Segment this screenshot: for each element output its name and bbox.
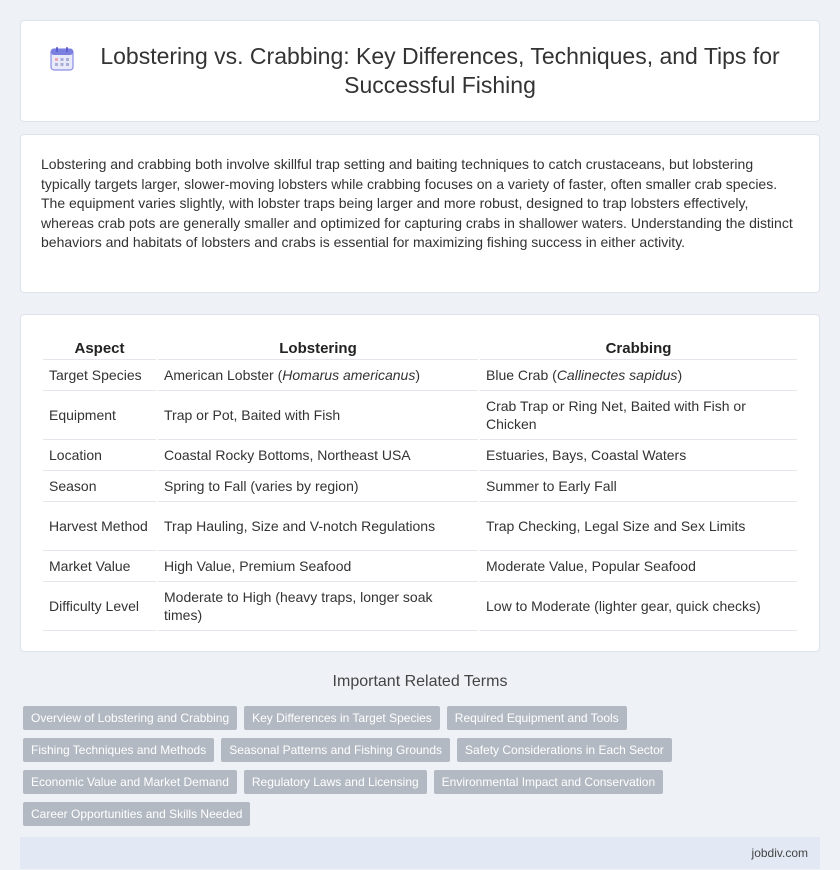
calendar-icon <box>49 46 75 72</box>
related-term-tag[interactable]: Overview of Lobstering and Crabbing <box>23 706 237 730</box>
page-title: Lobstering vs. Crabbing: Key Differences, Techniques, and Tips for Successful Fishing <box>100 43 780 98</box>
crabbing-cell: Crab Trap or Ring Net, Baited with Fish or Chicken <box>480 391 797 440</box>
related-term-tag[interactable]: Environmental Impact and Conservation <box>434 770 663 794</box>
comparison-table <box>41 337 799 631</box>
lobstering-cell: Coastal Rocky Bottoms, Northeast USA <box>158 440 478 471</box>
related-terms-list <box>20 706 820 834</box>
intro-card <box>20 134 820 293</box>
crabbing-cell: Moderate Value, Popular Seafood <box>480 551 797 582</box>
related-term-tag[interactable]: Safety Considerations in Each Sector <box>457 738 672 762</box>
header-lobstering: Lobstering <box>158 337 478 360</box>
related-term-tag[interactable]: Career Opportunities and Skills Needed <box>23 802 250 826</box>
aspect-cell: Harvest Method <box>43 502 156 551</box>
related-term-tag[interactable]: Required Equipment and Tools <box>447 706 627 730</box>
related-terms-title: Important Related Terms <box>332 673 508 690</box>
crabbing-cell: Low to Moderate (lighter gear, quick checks) <box>480 582 797 631</box>
crabbing-cell: Blue Crab (Callinectes sapidus) <box>480 360 797 391</box>
crabbing-cell: Summer to Early Fall <box>480 471 797 502</box>
aspect-cell: Difficulty Level <box>43 582 156 631</box>
aspect-cell: Location <box>43 440 156 471</box>
lobstering-cell: American Lobster (Homarus americanus) <box>158 360 478 391</box>
table-header-row <box>43 337 797 360</box>
header-aspect: Aspect <box>43 337 156 360</box>
aspect-cell: Target Species <box>43 360 156 391</box>
lobstering-cell: Trap or Pot, Baited with Fish <box>158 391 478 440</box>
table-row <box>43 440 797 471</box>
related-term-tag[interactable]: Regulatory Laws and Licensing <box>244 770 427 794</box>
table-row <box>43 582 797 631</box>
related-term-tag[interactable]: Seasonal Patterns and Fishing Grounds <box>221 738 450 762</box>
header-crabbing: Crabbing <box>480 337 797 360</box>
crabbing-cell: Estuaries, Bays, Coastal Waters <box>480 440 797 471</box>
aspect-cell: Equipment <box>43 391 156 440</box>
aspect-cell: Market Value <box>43 551 156 582</box>
related-term-tag[interactable]: Economic Value and Market Demand <box>23 770 237 794</box>
aspect-cell: Season <box>43 471 156 502</box>
intro-paragraph: Lobstering and crabbing both involve skillful trap setting and baiting techniques to catch crustaceans, but lobstering typically targets larger, slower-moving lobsters while crabbing focuses on a variety of faster, often smaller crab species. The equipment varies slightly, with lobster traps being larger and more robust, designed to trap lobsters effectively, whereas crab pots are generally smaller and optimized for capturing crabs in shallower waters. Understanding the distinct behaviors and habitats of lobsters and crabs is essential for maximizing fishing success in either activity. <box>41 156 793 251</box>
comparison-table-card <box>20 314 820 652</box>
table-row <box>43 502 797 551</box>
lobstering-cell: Moderate to High (heavy traps, longer soak times) <box>158 582 478 631</box>
lobstering-cell: High Value, Premium Seafood <box>158 551 478 582</box>
header-card <box>20 20 820 122</box>
table-row <box>43 551 797 582</box>
crabbing-cell: Trap Checking, Legal Size and Sex Limits <box>480 502 797 551</box>
related-term-tag[interactable]: Fishing Techniques and Methods <box>23 738 214 762</box>
table-row <box>43 391 797 440</box>
lobstering-cell: Trap Hauling, Size and V-notch Regulations <box>158 502 478 551</box>
lobstering-cell: Spring to Fall (varies by region) <box>158 471 478 502</box>
footer <box>20 837 820 869</box>
table-row <box>43 471 797 502</box>
related-term-tag[interactable]: Key Differences in Target Species <box>244 706 440 730</box>
footer-site-link[interactable]: jobdiv.com <box>751 846 808 860</box>
table-row <box>43 360 797 391</box>
